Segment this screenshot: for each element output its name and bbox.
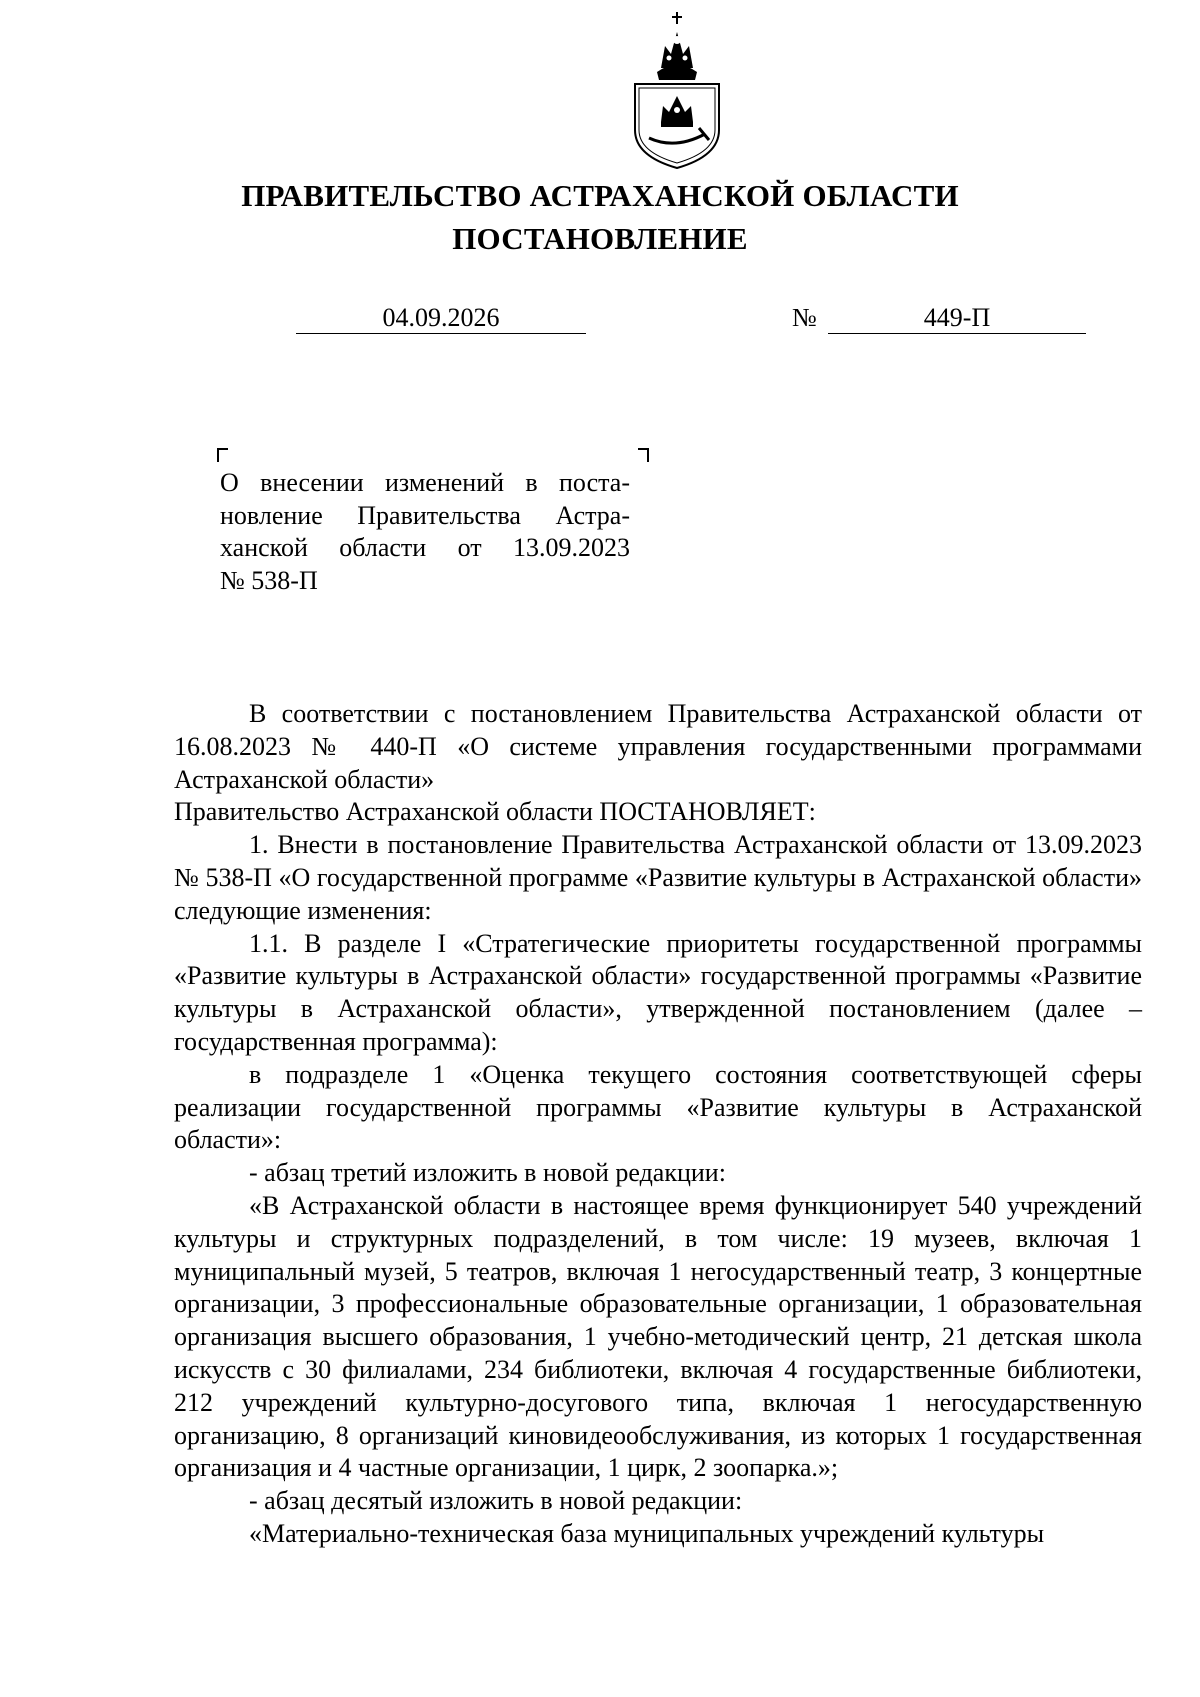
body-paragraph: 1.1. В разделе I «Стратегические приоритеты государственной программы «Развитие культуры в Астраханской области» государственной программы «Развитие культуры в Астраханской области», утвержденной постановлением (далее – государственная программа): xyxy=(174,928,1142,1056)
subject-corner-right xyxy=(638,448,649,462)
body-paragraph: в подразделе 1 «Оценка текущего состояния соответствующей сферы реализации государственной программы «Развитие культуры в Астраханской области»: xyxy=(174,1059,1142,1155)
document-subject xyxy=(220,467,630,597)
document-date: 04.09.2026 xyxy=(296,303,586,334)
subject-line: О внесении изменений в поста- xyxy=(220,468,630,497)
coat-of-arms-icon xyxy=(631,10,723,172)
document-body xyxy=(174,698,1142,1551)
body-paragraph-resolves: Правительство Астраханской области ПОСТАНОВЛЯЕТ: xyxy=(174,797,816,827)
subject-corner-left xyxy=(217,448,228,462)
body-paragraph: 1. Внести в постановление Правительства Астраханской области от 13.09.2023 № 538-П «О государственной программе «Развитие культуры в Астраханской области» следующие изменения: xyxy=(174,830,1142,925)
body-paragraph: «В Астраханской области в настоящее время функционирует 540 учреждений культуры и структурных подразделений, в том числе: 19 музеев, включая 1 муниципальный музей, 5 театров, включая 1 негосударственный театр, 3 концертные организации, 3 профессиональные образовательные организации, 1 образовательная организация высшего образования, 1 учебно-методический центр, 21 детская школа искусств с 30 филиалами, 234 библиотеки, включая 4 государственные библиотеки, 212 учреждений культурно-досугового типа, включая 1 негосударственную организацию, 8 организаций киновидеообслуживания, из которых 1 государственная организация и 4 частные организации, 1 цирк, 2 зоопарка.»; xyxy=(174,1190,1142,1483)
number-sign: № xyxy=(792,303,817,332)
body-paragraph: В соответствии с постановлением Правительства Астраханской области от 16.08.2023 № 440-П «О системе управления государственными программами Астраханской области» xyxy=(174,699,1142,794)
document-type: ПОСТАНОВЛЕНИЕ xyxy=(452,221,748,256)
subject-line: № 538-П xyxy=(220,565,318,595)
body-paragraph: - абзац третий изложить в новой редакции: xyxy=(249,1158,726,1188)
document-number: 449-П xyxy=(828,303,1086,334)
body-paragraph: - абзац десятый изложить в новой редакции: xyxy=(249,1486,743,1516)
subject-line: ханской области от 13.09.2023 xyxy=(220,533,630,563)
body-paragraph: «Материально-техническая база муниципальных учреждений культуры xyxy=(249,1518,1045,1548)
organization-name: ПРАВИТЕЛЬСТВО АСТРАХАНСКОЙ ОБЛАСТИ xyxy=(241,178,959,213)
subject-line: новление Правительства Астра- xyxy=(220,500,630,530)
